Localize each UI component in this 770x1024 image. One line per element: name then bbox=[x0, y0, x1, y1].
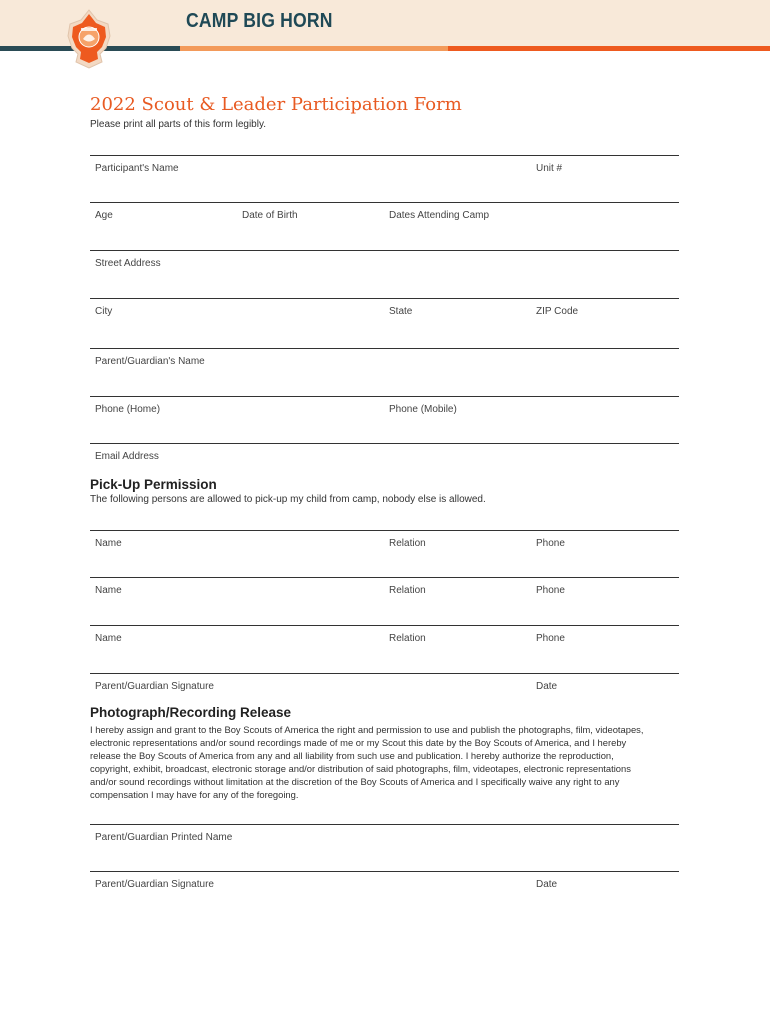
pickup-title: Pick-Up Permission bbox=[90, 477, 217, 492]
dates-attending-label: Dates Attending Camp bbox=[389, 210, 490, 221]
release-signature-label: Parent/Guardian Signature bbox=[95, 879, 214, 890]
dob-label: Date of Birth bbox=[242, 210, 298, 221]
pickup-name-label: Name bbox=[95, 585, 122, 596]
participant-name-label: Participant's Name bbox=[95, 163, 179, 174]
pickup-description: The following persons are allowed to pick-up my child from camp, nobody else is allowed. bbox=[90, 494, 486, 505]
pickup-row[interactable] bbox=[90, 530, 679, 577]
printed-name-row[interactable] bbox=[90, 824, 679, 871]
age-label: Age bbox=[95, 210, 113, 221]
email-label: Email Address bbox=[95, 451, 159, 462]
pickup-signature-row[interactable] bbox=[90, 673, 679, 702]
guardian-name-label: Parent/Guardian's Name bbox=[95, 356, 205, 367]
pickup-name-label: Name bbox=[95, 633, 122, 644]
header-band bbox=[0, 0, 770, 46]
pickup-relation-label: Relation bbox=[389, 633, 426, 644]
printed-name-label: Parent/Guardian Printed Name bbox=[95, 832, 233, 843]
city-row[interactable] bbox=[90, 298, 679, 345]
street-label: Street Address bbox=[95, 258, 161, 269]
age-dates-row[interactable] bbox=[90, 202, 679, 249]
release-signature-row[interactable] bbox=[90, 871, 679, 918]
guardian-name-row[interactable] bbox=[90, 348, 679, 395]
form-subtitle: Please print all parts of this form legibly. bbox=[90, 119, 267, 130]
header-stripe-light-orange bbox=[180, 46, 448, 51]
pickup-row[interactable] bbox=[90, 625, 679, 672]
release-title: Photograph/Recording Release bbox=[90, 705, 292, 720]
release-text: I hereby assign and grant to the Boy Scouts of America the right and permission to use and publish the photographs, film, videotapes, electronic representations and/or sound recordings made of me or my Scout this date by the Boy Scouts of America, and I hereby release the Boy Scouts of America from any and all liability from such use and publication. I hereby authorize the reproduction, copyright, exhibit, broadcast, electronic storage and/or distribution of said photographs, film, videotapes, electronic representations and/or sound recordings without limitation at the discretion of the Boy Scouts of America and I specifically waive any right to any compensation I may have for any of the foregoing. bbox=[90, 724, 644, 800]
city-label: City bbox=[95, 306, 113, 317]
pickup-phone-label: Phone bbox=[536, 538, 565, 549]
phone-home-label: Phone (Home) bbox=[95, 404, 161, 415]
release-date-label: Date bbox=[536, 879, 558, 890]
pickup-phone-label: Phone bbox=[536, 633, 565, 644]
participant-row[interactable] bbox=[90, 155, 679, 202]
pickup-name-label: Name bbox=[95, 538, 122, 549]
email-row[interactable] bbox=[90, 443, 679, 466]
camp-title: CAMP BIG HORN bbox=[186, 10, 333, 32]
camp-badge-logo-icon bbox=[64, 8, 114, 70]
pickup-row[interactable] bbox=[90, 577, 679, 624]
zip-label: ZIP Code bbox=[536, 306, 579, 317]
pickup-relation-label: Relation bbox=[389, 538, 426, 549]
state-label: State bbox=[389, 306, 413, 317]
phone-row[interactable] bbox=[90, 396, 679, 443]
unit-label: Unit # bbox=[536, 163, 563, 174]
pickup-relation-label: Relation bbox=[389, 585, 426, 596]
form-title: 2022 Scout & Leader Participation Form bbox=[90, 94, 462, 115]
pickup-signature-label: Parent/Guardian Signature bbox=[95, 681, 214, 692]
header-stripe-orange bbox=[448, 46, 770, 51]
street-row[interactable] bbox=[90, 250, 679, 297]
pickup-phone-label: Phone bbox=[536, 585, 565, 596]
pickup-date-label: Date bbox=[536, 681, 558, 692]
phone-mobile-label: Phone (Mobile) bbox=[389, 404, 457, 415]
